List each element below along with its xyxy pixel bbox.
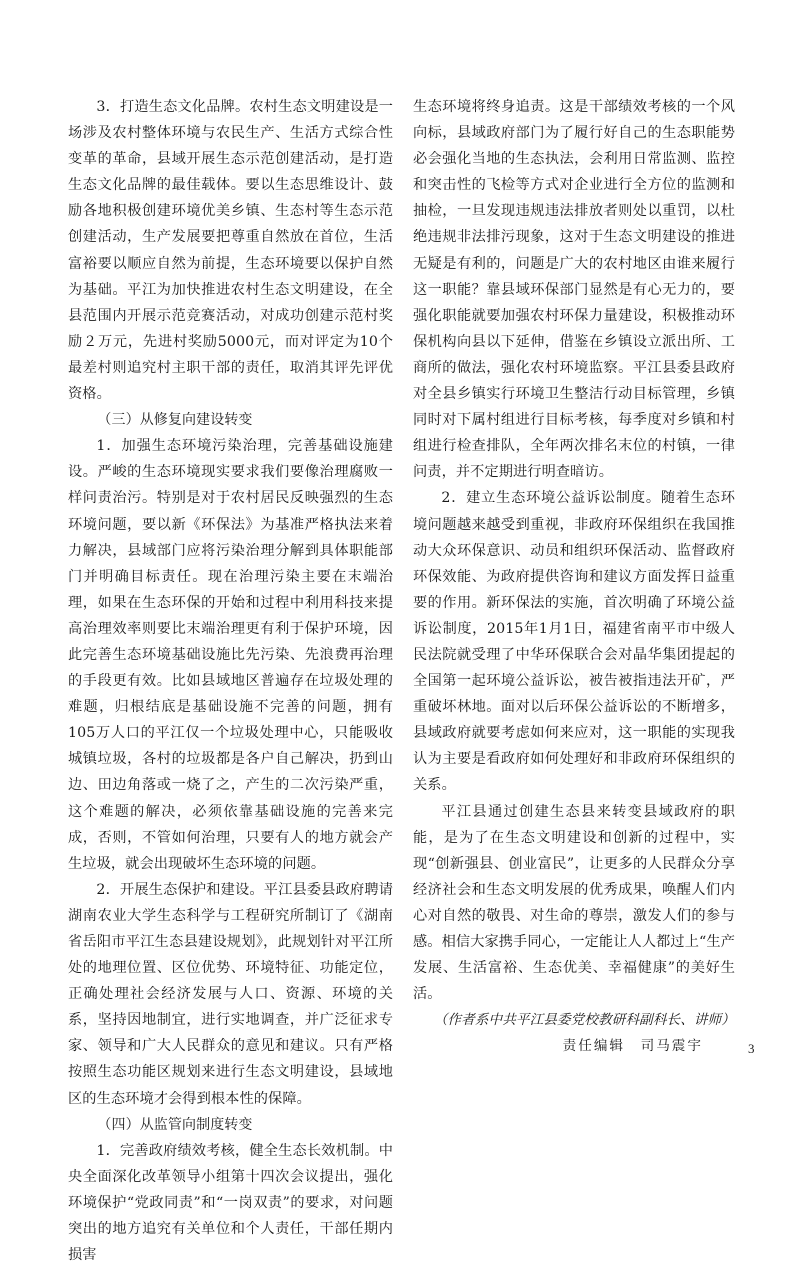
responsible-editor: 责任编辑 司马震宇 [562,1038,703,1055]
paragraph-eco-protection: 2．开展生态保护和建设。平江县委县政府聘请湖南农业大学生态科学与工程研究所制订了《湖南省岳阳市平江生态县建设规划》，此规划针对平江所处的地理位置、区位优势、环境特征、功能定位，正确处理社会经济发展与人口、资源、环境的关系，坚持因地制宜，进行实地调查，并广泛征求专家、领导和广大人民群众的意见和建议。只有严格按照生态功能区规划来进行生态文明建设，县域地区的生态环境才会得到根本性的保障。 [68,881,393,1107]
paragraph-public-interest-litigation: 2．建立生态环境公益诉讼制度。随着生态环境问题越来越受到重视，非政府环保组织在我国推动大众环保意识、动员和组织环保活动、监督政府环保效能、为政府提供咨询和建议方面发挥日益重要的作用。新环保法的实施，首次明确了环境公益诉讼制度，2015年1月1日，福建省南平市中级人民法院就受理了中华环保联合会对晶华集团提起的全国第一起环境公益诉讼，被告被指违法开矿，严重破坏林地。面对以后环保公益诉讼的不断增多，县域政府就要考虑如何来应对，这一职能的实现我认为主要是看政府如何处理好和非政府环保组织的关系。 [413,490,735,794]
section-heading-3: （三）从修复向建设转变 [97,412,253,429]
paragraph-continued-accountability: 生态环境将终身追责。这是干部绩效考核的一个风向标，县域政府部门为了履行好自己的生态职能势必会强化当地的生态执法，会利用日常监测、监控和突击性的飞检等方式对企业进行全方位的监测和抽检，一旦发现违规违法排放者则处以重罚，以杜绝违规非法排污现象，这对于生态文明建设的推进无疑是有利的，问题是广大的农村地区由谁来履行这一职能？靠县域环保部门显然是有心无力的，要强化职能就要加强农村环保力量建设，积极推动环保机构向县以下延伸，借鉴在乡镇设立派出所、工商所的做法，强化农村环境监察。平江县委县政府对全县乡镇实行环境卫生整洁行动目标管理，乡镇同时对下属村组进行目标考核，每季度对乡镇和村组进行检查排队，全年两次排名末位的村镇，一律问责，并不定期进行明查暗访。 [413,99,735,481]
page-number: 3 [748,1041,755,1056]
paragraph-eco-culture-brand: 3．打造生态文化品牌。农村生态文明建设是一场涉及农村整体环境与农民生产、生活方式综合性变革的革命，县域开展生态示范创建活动，是打造生态文化品牌的最佳载体。要以生态思维设计、鼓励各地积极创建环境优美乡镇、生态村等生态示范创建活动，生产发展要把尊重自然放在首位，生活富裕要以顺应自然为前提，生态环境要以保护自然为基础。平江为加快推进农村生态文明建设，在全县范围内开展示范竞赛活动，对成功创建示范村奖励２万元，先进村奖励5000元，而对评定为10个最差村则追究村主职干部的责任，取消其评先评优资格。 [68,99,393,403]
author-note: （作者系中共平江县委党校教研科副科长、讲师） [433,1012,735,1029]
paragraph-performance-assessment: 1．完善政府绩效考核，健全生态长效机制。中央全面深化改革领导小组第十四次会议提出，强化环境保护“党政同责”和“一岗双责”的要求，对问题突出的地方追究有关单位和个人责任，干部任期内损害 [68,1142,393,1264]
paragraph-pollution-control: 1．加强生态环境污染治理，完善基础设施建设。严峻的生态环境现实要求我们要像治理腐败一样问责治污。特别是对于农村居民反映强烈的生态环境问题，要以新《环保法》为基准严格执法来着力解决，县域部门应将污染治理分解到具体职能部门并明确目标责任。现在治理污染主要在末端治理，如果在生态环保的开始和过程中利用科技来提高治理效率则要比末端治理更有利于保护环境，因此完善生态环境基础设施比先污染、先浪费再治理的手段更有效。比如县域地区普遍存在垃圾处理的难题，归根结底是基础设施不完善的问题，拥有105万人口的平江仅一个垃圾处理中心，只能吸收城镇垃圾，各村的垃圾都是各户自己解决，扔到山边、田边角落或一烧了之，产生的二次污染严重，这个难题的解决，必须依靠基础设施的完善来完成，否则，不管如何治理，只要有人的地方就会产生垃圾，就会出现破坏生态环境的问题。 [68,438,393,872]
right-column [413,94,735,1059]
paragraph-conclusion: 平江县通过创建生态县来转变县域政府的职能，是为了在生态文明建设和创新的过程中，实现“创新强县、创业富民”，让更多的人民群众分享经济社会和生态文明发展的优秀成果，唤醒人们内心对自然的敬畏、对生命的尊崇，激发人们的参与感。相信大家携手同心，一定能让人人都过上“生产发展、生活富裕、生态优美、幸福健康”的美好生活。 [413,803,735,1003]
section-heading-4: （四）从监管向制度转变 [97,1116,253,1133]
left-column [68,94,393,1268]
